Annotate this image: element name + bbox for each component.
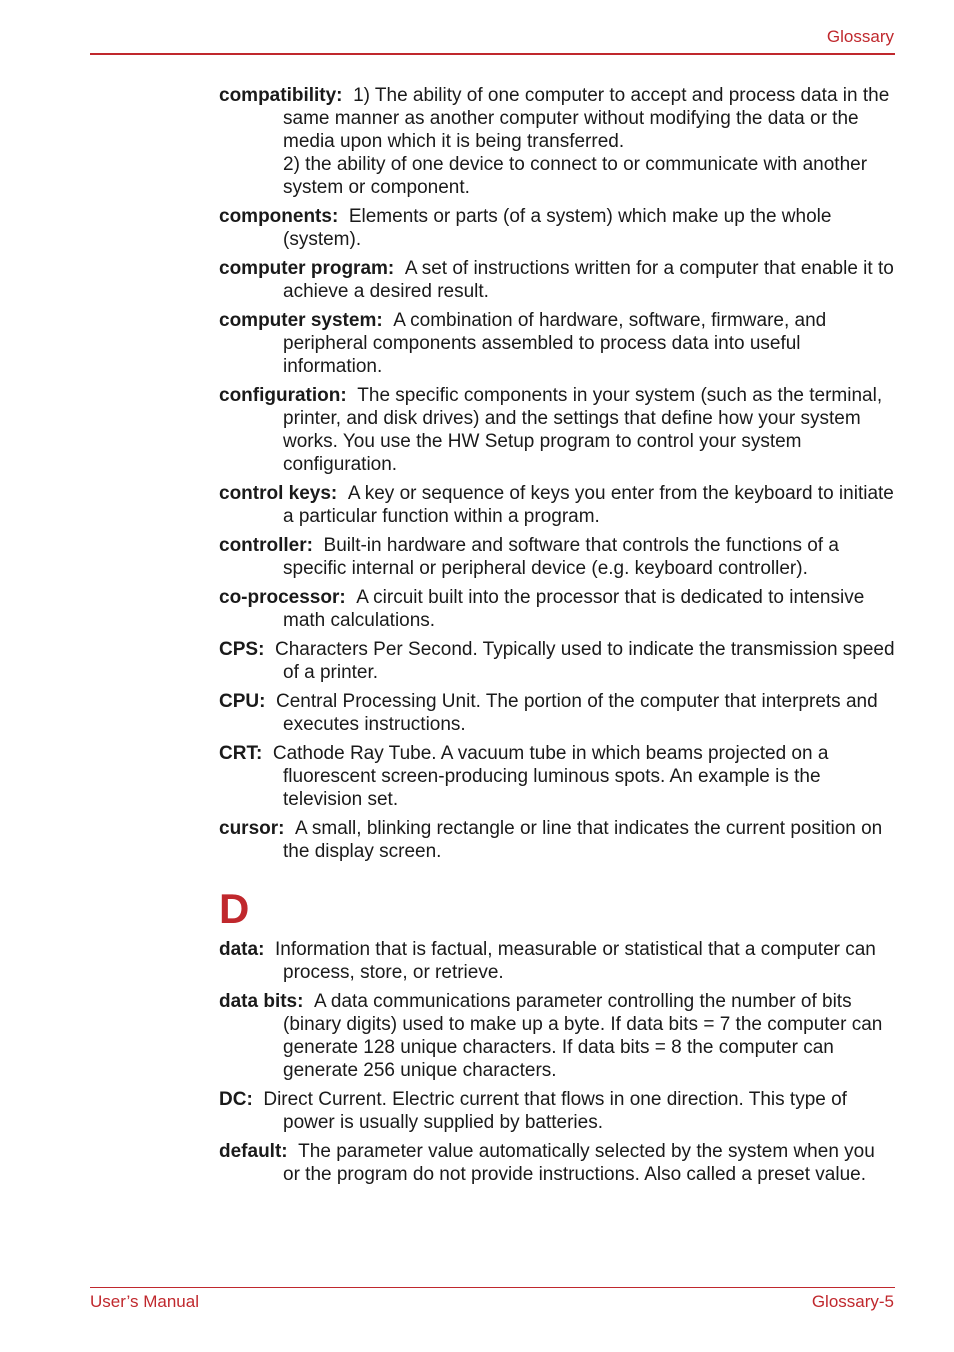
glossary-term: CRT: xyxy=(219,743,263,764)
glossary-definition: Built-in hardware and software that controls the functions of a specific internal or peripheral device (e.g. keyboard controller). xyxy=(283,535,839,579)
glossary-definition: A circuit built into the processor that is dedicated to intensive math calculations. xyxy=(283,587,865,631)
glossary-entry xyxy=(219,205,895,251)
glossary-term: default: xyxy=(219,1141,288,1162)
glossary-entry xyxy=(219,482,895,528)
section-letter: D xyxy=(219,885,250,932)
glossary-term: control keys: xyxy=(219,483,338,504)
glossary-term: controller: xyxy=(219,535,313,556)
glossary-definition: A combination of hardware, software, firmware, and peripheral components assembled to process data into useful information. xyxy=(283,310,827,377)
glossary-entry xyxy=(219,817,895,863)
glossary-definition-part-2: 2) the ability of one device to connect to or communicate with another system or component. xyxy=(283,154,868,198)
glossary-entry xyxy=(219,1140,895,1186)
glossary-entry xyxy=(219,990,895,1082)
glossary-definition: Elements or parts (of a system) which make up the whole (system). xyxy=(283,206,832,250)
glossary-definition: A set of instructions written for a computer that enable it to achieve a desired result. xyxy=(283,258,894,302)
glossary-definition: The specific components in your system (such as the terminal, printer, and disk drives) and the settings that define how your system works. You use the HW Setup program to control your system configuration. xyxy=(283,385,883,475)
glossary-definition: Central Processing Unit. The portion of the computer that interprets and executes instructions. xyxy=(276,691,878,735)
glossary-term: data bits: xyxy=(219,991,304,1012)
glossary-entry xyxy=(219,257,895,303)
glossary-entry xyxy=(219,638,895,684)
glossary-entry xyxy=(219,586,895,632)
glossary-entry xyxy=(219,742,895,811)
glossary-entry xyxy=(219,309,895,378)
footer-divider xyxy=(90,1287,895,1288)
glossary-entry xyxy=(219,84,895,199)
glossary-definition: A small, blinking rectangle or line that indicates the current position on the display screen. xyxy=(283,818,883,862)
glossary-entry xyxy=(219,690,895,736)
glossary-term: compatibility: xyxy=(219,85,343,106)
glossary-definition: Information that is factual, measurable or statistical that a computer can process, store, or retrieve. xyxy=(274,939,876,983)
glossary-term: co-processor: xyxy=(219,587,346,608)
glossary-term: computer program: xyxy=(219,258,395,279)
glossary-entry xyxy=(219,938,895,984)
header-divider xyxy=(90,53,895,55)
glossary-definition: A key or sequence of keys you enter from the keyboard to initiate a particular function within a program. xyxy=(283,483,894,527)
header-title: Glossary xyxy=(826,27,894,46)
glossary-entry xyxy=(219,534,895,580)
glossary-term: components: xyxy=(219,206,339,227)
glossary-term: cursor: xyxy=(219,818,285,839)
footer-manual-title: User’s Manual xyxy=(90,1292,199,1311)
glossary-term: DC: xyxy=(219,1089,253,1110)
glossary-definition: 1) The ability of one computer to accept and process data in the same manner as another computer without modifying the data or the media upon which it is being transferred. xyxy=(283,85,890,152)
footer-page-number: Glossary-5 xyxy=(811,1292,894,1311)
glossary-definition: The parameter value automatically selected by the system when you or the program do not provide instructions. Also called a preset value. xyxy=(283,1141,875,1185)
glossary-term: CPS: xyxy=(219,639,265,660)
glossary-definition: Characters Per Second. Typically used to indicate the transmission speed of a printer. xyxy=(274,639,895,683)
glossary-term: data: xyxy=(219,939,265,960)
glossary-definition: Direct Current. Electric current that flows in one direction. This type of power is usually supplied by batteries. xyxy=(263,1089,847,1133)
glossary-list-d xyxy=(219,938,895,1186)
glossary-entry xyxy=(219,384,895,476)
glossary-content xyxy=(219,84,895,1192)
glossary-term: CPU: xyxy=(219,691,266,712)
glossary-definition: A data communications parameter controlling the number of bits (binary digits) used to make up a byte. If data bits = 7 the computer can generate 128 unique characters. If data bits = 8 the computer can generate 256 unique characters. xyxy=(283,991,883,1081)
glossary-term: computer system: xyxy=(219,310,383,331)
glossary-entry xyxy=(219,1088,895,1134)
glossary-term: configuration: xyxy=(219,385,347,406)
glossary-definition: Cathode Ray Tube. A vacuum tube in which beams projected on a fluorescent screen-producing luminous spots. An example is the television set. xyxy=(272,743,829,810)
glossary-list-c xyxy=(219,84,895,863)
